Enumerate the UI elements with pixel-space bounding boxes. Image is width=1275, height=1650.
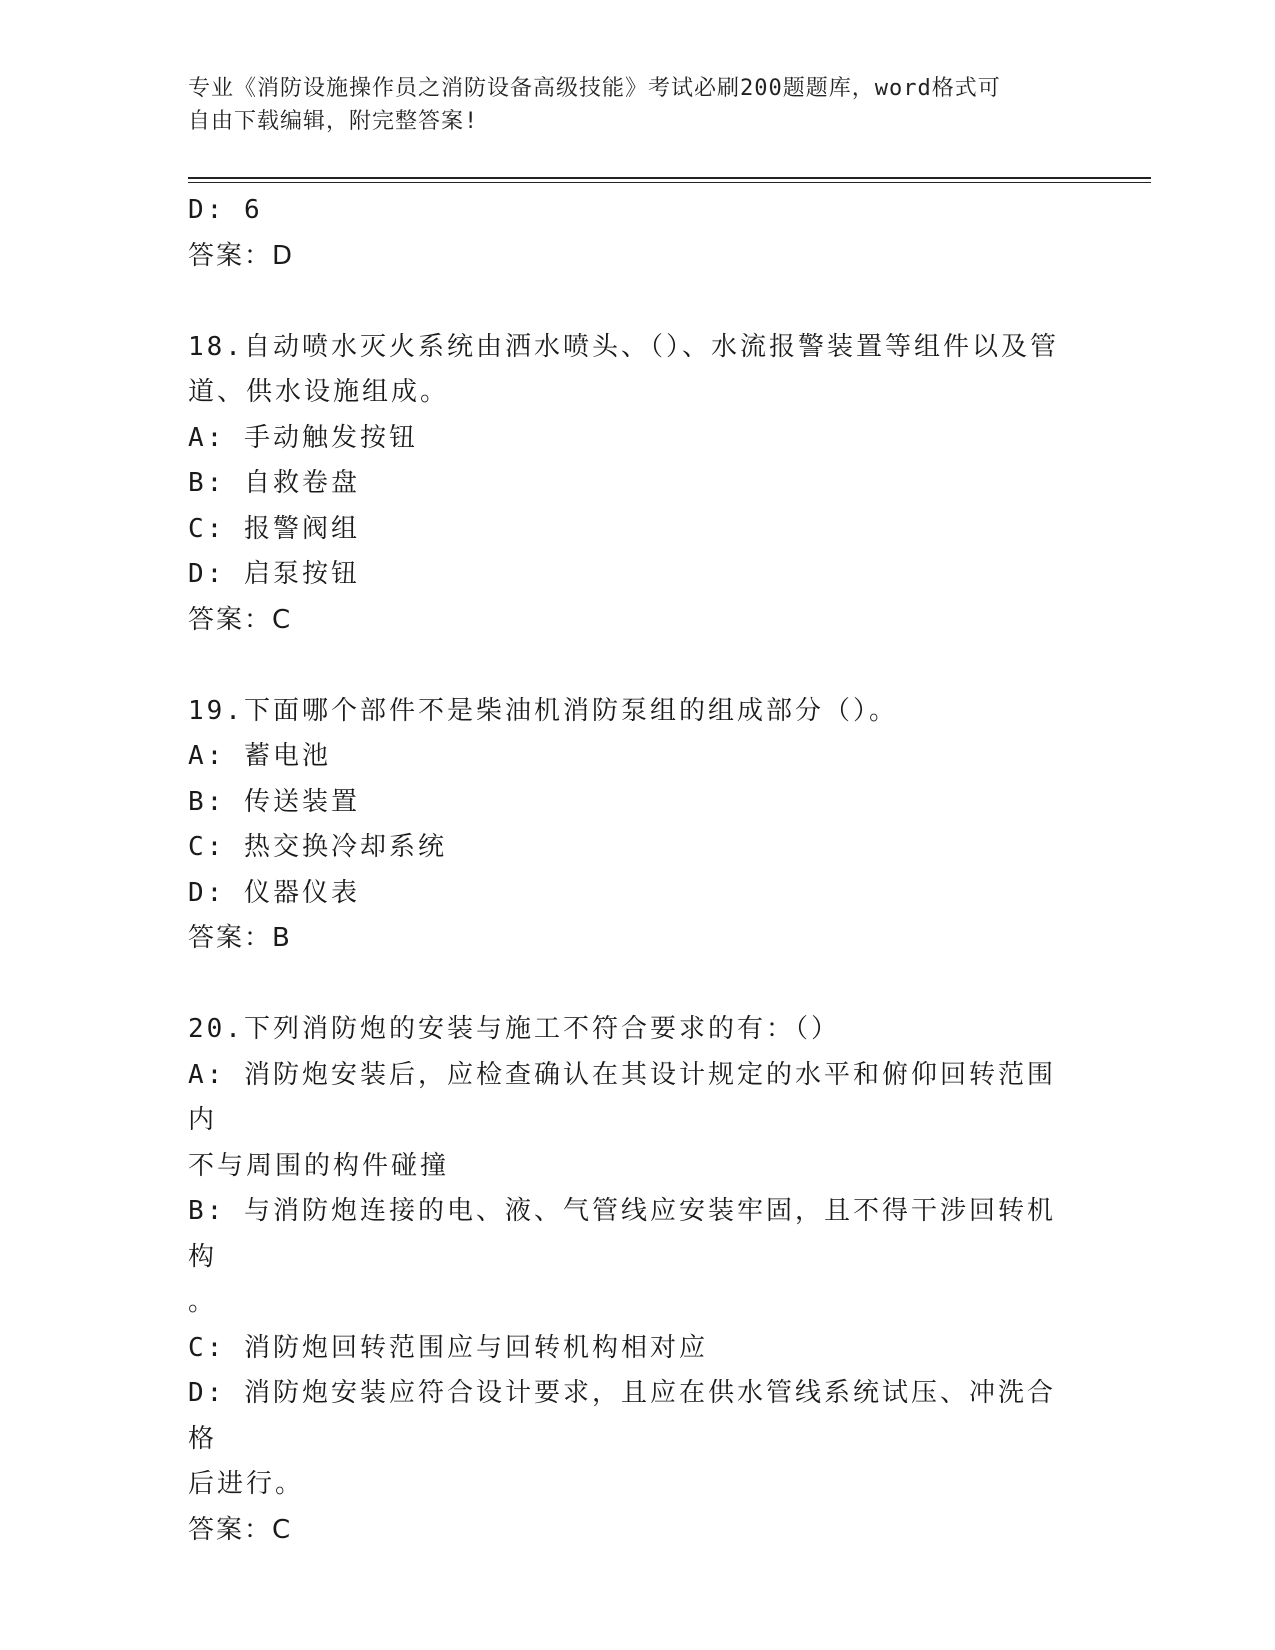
question-20-option-d-2: 后进行。 (188, 1469, 305, 1499)
page-header (188, 72, 1068, 138)
spacer (188, 962, 1068, 1008)
question-18-option-c: C: 报警阀组 (188, 513, 360, 544)
prev-option-d: D: 6 (188, 195, 263, 225)
question-18-text-1: 18.自动喷水灭火系统由洒水喷头、（）、水流报警装置等组件以及管 (188, 331, 1059, 362)
question-18-answer: 答案：C (188, 604, 293, 635)
question-20-option-a-1: A: 消防炮安装后，应检查确认在其设计规定的水平和俯仰回转范围内 (188, 1059, 1056, 1135)
question-20-option-a-2: 不与周围的构件碰撞 (188, 1150, 450, 1181)
question-18-text-2: 道、供水设施组成。 (188, 377, 450, 407)
header-rule-thick (188, 177, 1151, 179)
question-19-text-1: 19.下面哪个部件不是柴油机消防泵组的组成部分（）。 (188, 695, 898, 726)
spacer (188, 279, 1068, 325)
question-19-option-d: D: 仪器仪表 (188, 877, 360, 908)
question-18-option-b: B: 自救卷盘 (188, 468, 360, 498)
question-19-answer: 答案：B (188, 923, 292, 953)
question-20-option-c: C: 消防炮回转范围应与回转机构相对应 (188, 1332, 708, 1363)
question-list (188, 188, 1068, 1553)
question-18-option-a: A: 手动触发按钮 (188, 422, 418, 453)
question-20 (188, 1007, 1068, 1553)
spacer (188, 643, 1068, 689)
question-20-text-1: 20.下列消防炮的安装与施工不符合要求的有：（） (188, 1014, 840, 1044)
question-19-option-a: A: 蓄电池 (188, 741, 331, 771)
header-rule-thin (188, 182, 1151, 183)
question-19-option-c: C: 热交换冷却系统 (188, 832, 447, 862)
prev-answer: 答案：D (188, 240, 295, 271)
header-line-2: 自由下载编辑，附完整答案! (188, 109, 479, 134)
question-20-option-d-1: D: 消防炮安装应符合设计要求，且应在供水管线系统试压、冲洗合格 (188, 1378, 1056, 1454)
question-20-option-b-1: B: 与消防炮连接的电、液、气管线应安装牢固，且不得干涉回转机构 (188, 1196, 1056, 1272)
question-20-answer: 答案：C (188, 1514, 293, 1545)
question-18 (188, 325, 1068, 644)
header-line-1: 专业《消防设施操作员之消防设备高级技能》考试必刷200题题库，word格式可 (188, 76, 1001, 101)
question-19 (188, 689, 1068, 962)
question-19-option-b: B: 传送装置 (188, 786, 360, 817)
question-20-option-b-2: 。 (188, 1287, 218, 1317)
question-18-option-d: D: 启泵按钮 (188, 559, 360, 589)
